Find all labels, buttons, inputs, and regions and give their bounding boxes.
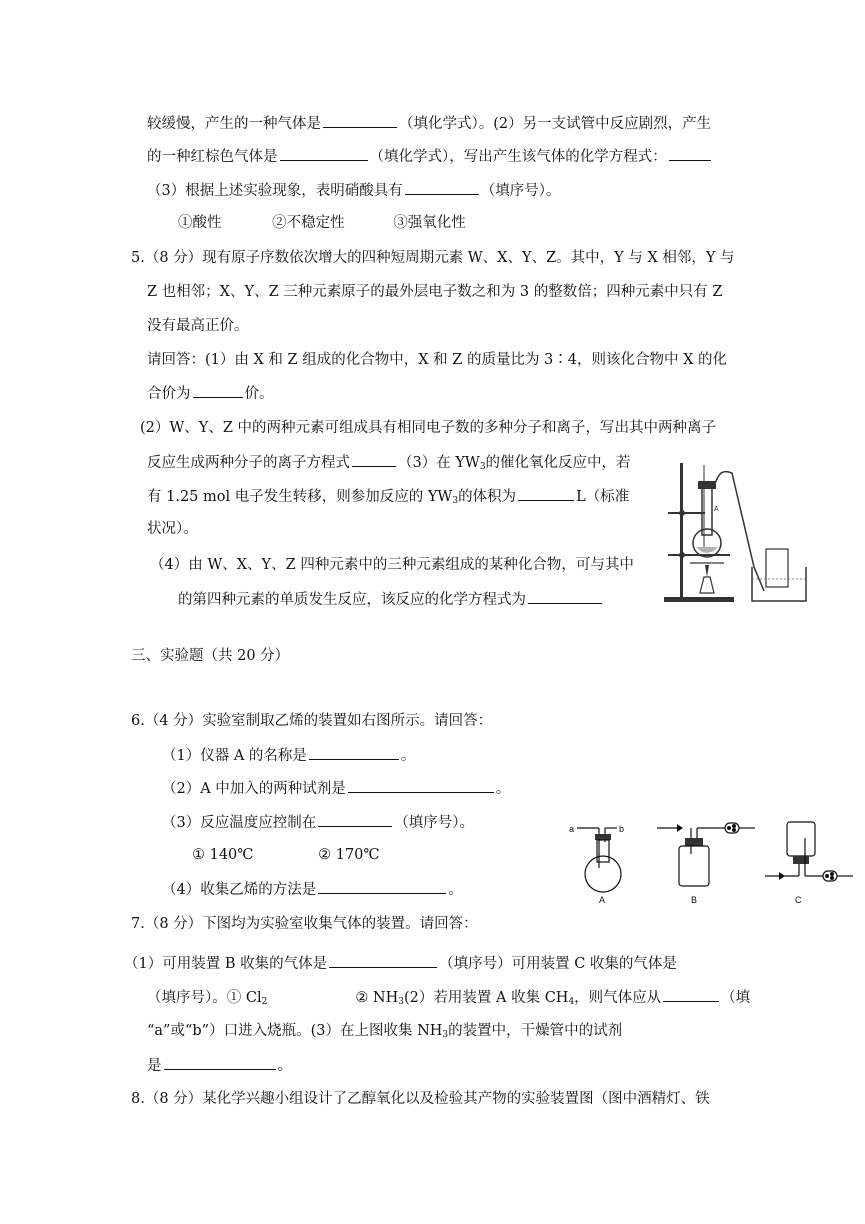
answer-blank[interactable] (528, 589, 602, 604)
gas-collection-figure (565, 818, 860, 904)
ethylene-apparatus-figure (660, 455, 810, 607)
q7-line-4 (147, 1021, 622, 1045)
option-2: ②不稳定性 (272, 215, 345, 231)
text: （填序号）。 (480, 183, 561, 199)
apparatus-a (569, 824, 624, 904)
text: （填序号）。① Cl (147, 990, 262, 1006)
q5-line-10: （4）由 W、X、Y、Z 四种元素中的三种元素组成的某种化合物，可与其中 (150, 557, 634, 573)
subscript: 3 (479, 462, 486, 472)
text: 有 1.25 mol 电子发生转移，则参加反应的 YW (147, 489, 453, 505)
text: 价。 (244, 386, 274, 402)
text: 。 (448, 882, 463, 898)
answer-blank[interactable] (352, 452, 396, 467)
text: “a”或“b”）口进入烧瓶。(3）在上图收集 NH (147, 1023, 443, 1039)
text: ② NH (355, 990, 399, 1006)
stand-base (664, 597, 734, 602)
q4-options (178, 213, 466, 233)
text: （4）收集乙烯的方法是 (162, 882, 317, 898)
subscript: 3 (398, 997, 405, 1007)
section-3-heading: 三、实验题（共 20 分） (131, 648, 290, 664)
text: （3）在 YW (398, 455, 480, 471)
answer-blank[interactable] (663, 987, 719, 1002)
q5-line-7 (147, 452, 631, 477)
option-1: ① 140℃ (192, 847, 254, 863)
text: 。 (495, 781, 511, 797)
text: 。 (277, 1058, 292, 1074)
text: （填化学式），写出产生该气体的化学方程式： (369, 149, 667, 165)
subscript: 3 (442, 1030, 449, 1040)
text: 的第四种元素的单质发生反应，该反应的化学方程式为 (178, 592, 526, 608)
q4-line-2 (147, 146, 713, 167)
q7-line-1: 7.（8 分）下图均为实验室收集气体的装置。请回答： (131, 916, 478, 932)
q6-options (192, 845, 380, 865)
answer-blank[interactable] (348, 778, 494, 793)
q5-line-5 (147, 383, 274, 404)
q5-line-1: 5.（8 分）现有原子序数依次增大的四种短周期元素 W、X、Y、Z。其中，Y 与 X 相邻，Y 与 (131, 250, 735, 266)
text: 的体积为 (458, 489, 517, 505)
q8-line-1: 8.（8 分）某化学兴趣小组设计了乙醇氧化以及检验其产物的实验装置图（图中酒精灯、铁 (131, 1091, 710, 1107)
text: 较缓慢，产生的一种气体是 (147, 116, 321, 132)
text: 的一种红棕色气体是 (147, 149, 278, 165)
answer-blank[interactable] (405, 180, 479, 195)
q6-line-2 (162, 745, 415, 766)
text: 反应生成两种分子的离子方程式 (147, 455, 350, 471)
subscript: 2 (261, 997, 268, 1007)
answer-blank[interactable] (280, 146, 368, 161)
q5-line-9: 状况）。 (147, 521, 198, 537)
text: 。 (400, 748, 416, 764)
q5-line-11 (178, 589, 604, 610)
apparatus-b (657, 823, 755, 904)
apparatus-c (765, 822, 853, 904)
q7-line-2 (124, 953, 677, 974)
text: (2）若用装置 A 收集 CH (404, 990, 569, 1006)
q6-line-3 (162, 778, 510, 799)
answer-blank[interactable] (309, 745, 399, 760)
label-b: B (691, 895, 698, 904)
stand-rod (680, 463, 683, 598)
subscript: 4 (568, 997, 575, 1007)
option-3: ③强氧化性 (393, 215, 466, 231)
q5-line-3: 没有最高正价。 (147, 318, 249, 334)
answer-blank[interactable] (669, 146, 711, 161)
text: （1）仪器 A 的名称是 (162, 748, 307, 764)
label-c: C (795, 895, 802, 904)
answer-blank[interactable] (329, 953, 437, 968)
q5-line-4: 请回答：(1）由 X 和 Z 组成的化合物中，X 和 Z 的质量比为 3∶4，则该化合物中 X 的化 (147, 352, 728, 368)
answer-blank[interactable] (323, 113, 397, 128)
q5-line-8 (147, 486, 629, 511)
text: （填序号）可用装置 C 收集的气体是 (439, 956, 677, 972)
answer-blank[interactable] (193, 383, 243, 398)
text: L（标准 (576, 489, 630, 505)
text: （3）反应温度应控制在 (162, 815, 317, 831)
text: （填化学式）。(2）另一支试管中反应剧烈，产生 (399, 116, 712, 132)
option-1: ①酸性 (178, 215, 222, 231)
text: （3）根据上述实验现象，表明硝酸具有 (147, 183, 403, 199)
q5-line-6: (2）W、Y、Z 中的两种元素可组成具有相同电子数的多种分子和离子，写出其中两种离子 (140, 420, 717, 436)
q6-line-6 (162, 879, 463, 900)
text: （填 (721, 990, 751, 1006)
q4-line-3 (147, 180, 560, 201)
option-2: ② 170℃ (318, 847, 380, 863)
text: 是 (147, 1058, 162, 1074)
q7-line-5 (147, 1055, 292, 1076)
label-a: A (599, 895, 606, 904)
text: 合价为 (147, 386, 191, 402)
text: 的装置中，干燥管中的试剂 (448, 1023, 623, 1039)
text: （2）A 中加入的两种试剂是 (162, 781, 346, 797)
answer-blank[interactable] (164, 1055, 276, 1070)
q4-line-1 (147, 113, 711, 134)
label-a: A (714, 506, 719, 513)
q6-line-4 (162, 812, 474, 833)
port-a-label: a (569, 824, 575, 834)
port-b-label: b (619, 824, 625, 834)
q7-line-3 (147, 987, 750, 1012)
q5-line-2: Z 也相邻；X、Y、Z 三种元素原子的最外层电子数之和为 3 的整数倍；四种元素中只有 Z (147, 284, 723, 300)
subscript: 3 (452, 496, 459, 506)
answer-blank[interactable] (518, 486, 574, 501)
q6-line-1: 6.（4 分）实验室制取乙烯的装置如右图所示。请回答： (131, 713, 493, 729)
answer-blank[interactable] (318, 879, 446, 894)
answer-blank[interactable] (318, 812, 392, 827)
text: 的催化氧化反应中，若 (485, 455, 631, 471)
text: （填序号）。 (394, 815, 474, 831)
text: ，则气体应从 (574, 990, 662, 1006)
text: （1）可用装置 B 收集的气体是 (124, 956, 328, 972)
